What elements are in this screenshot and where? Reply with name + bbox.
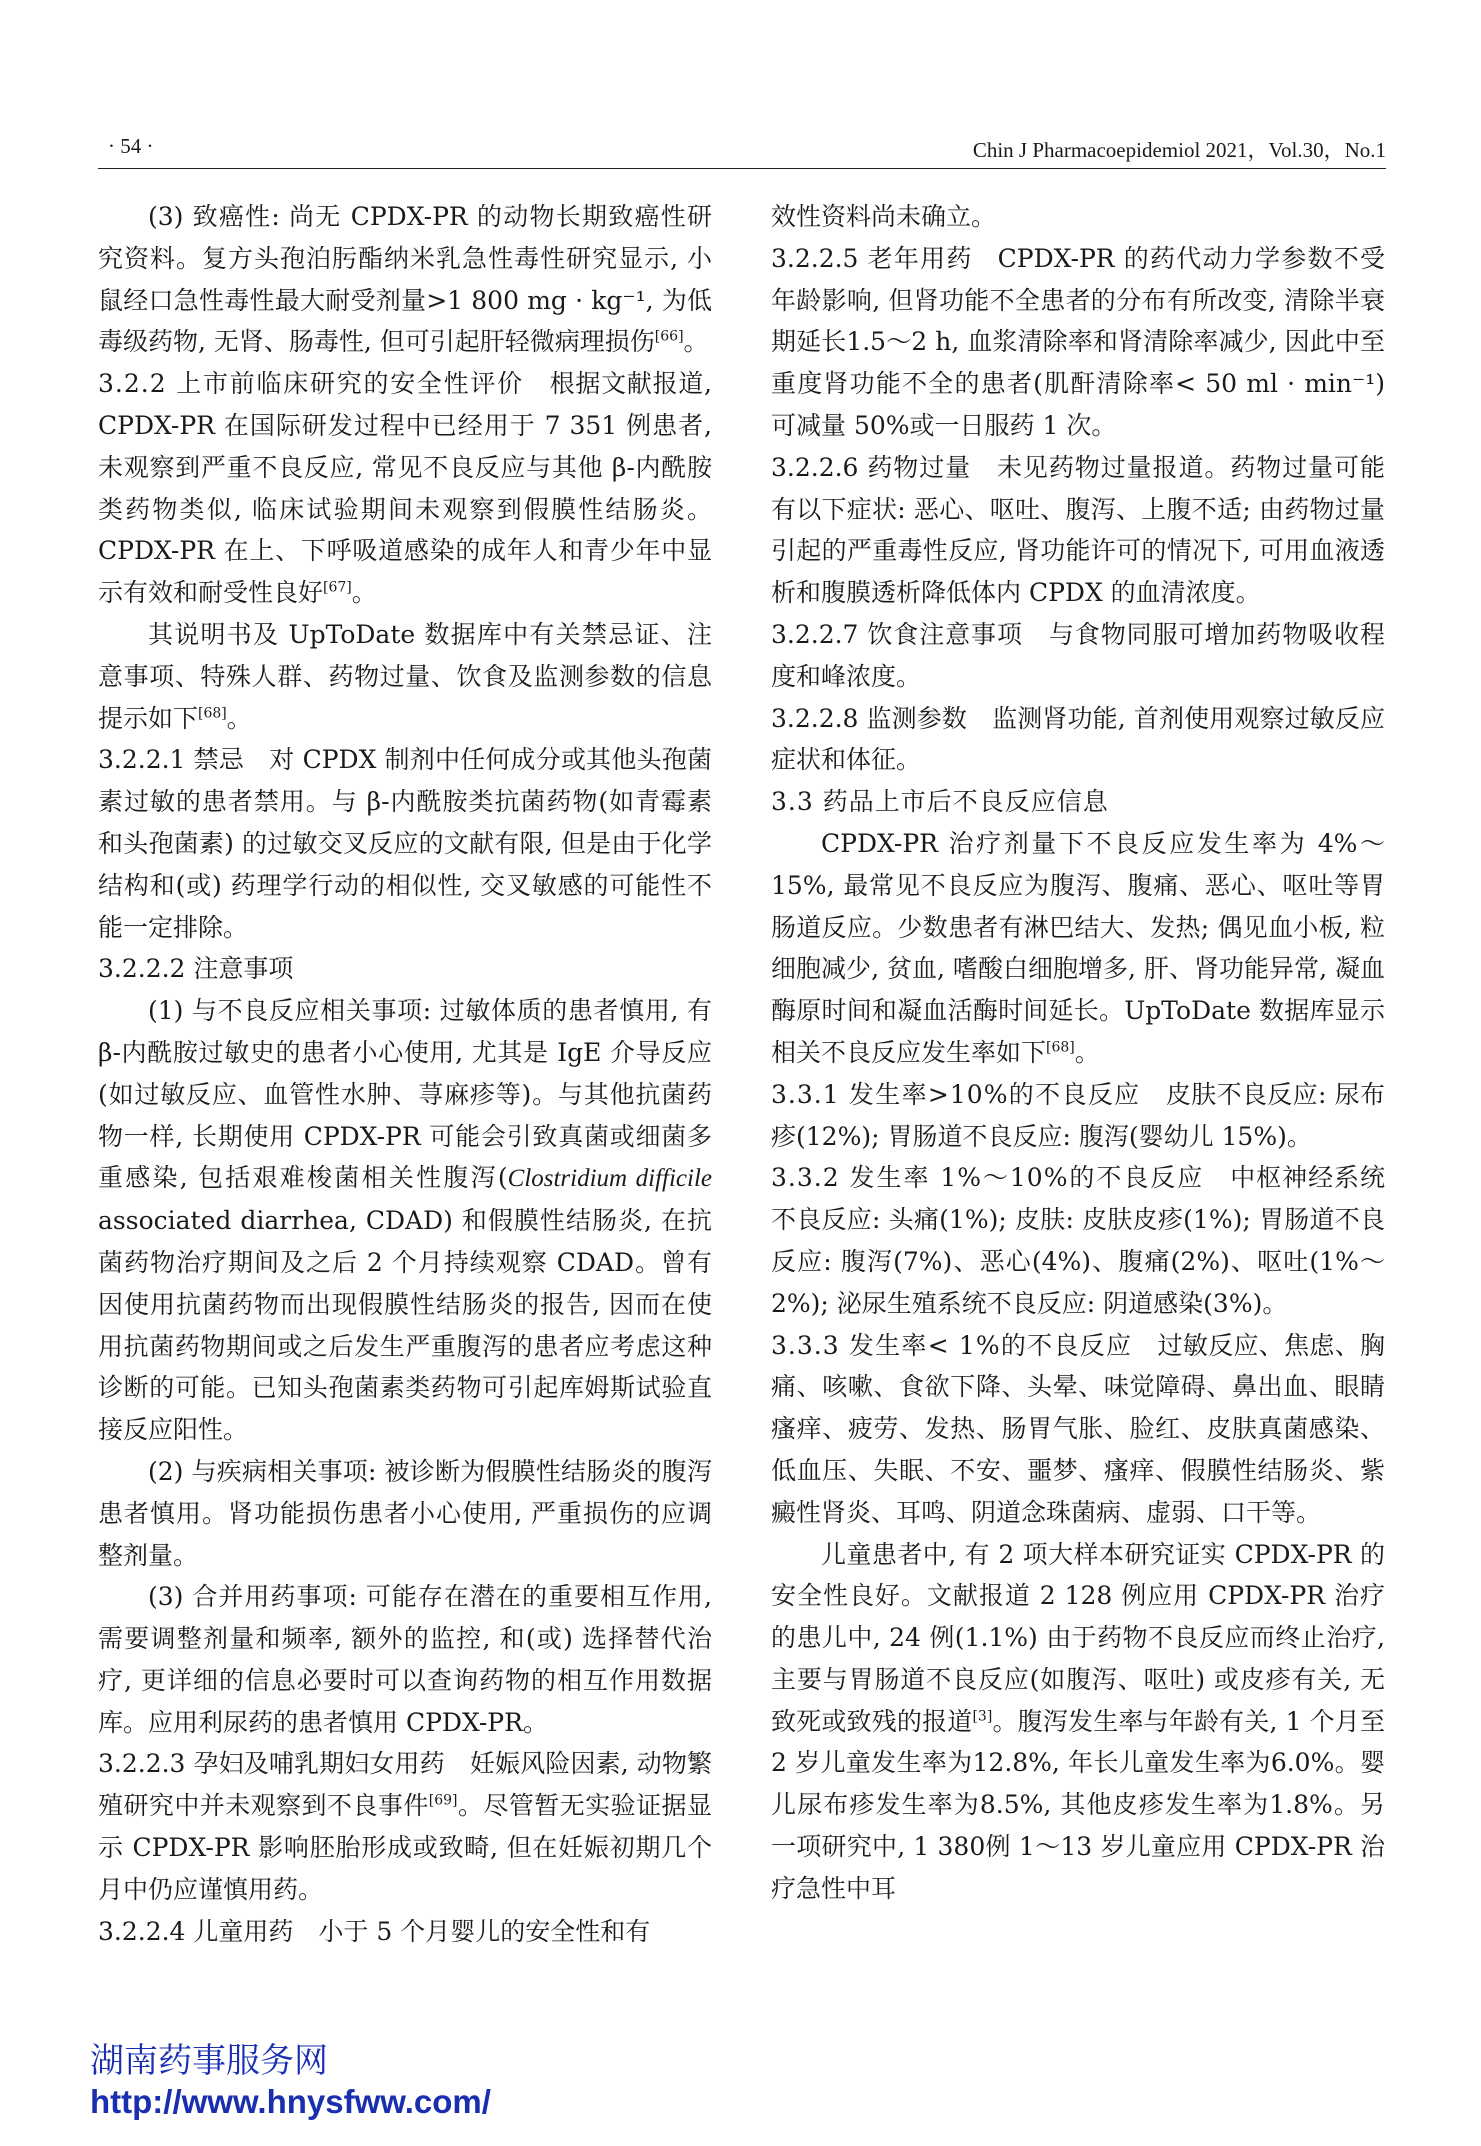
- citation-ref: [66]: [654, 329, 684, 346]
- section-heading: 3.3.3 发生率< 1%的不良反应: [771, 1330, 1133, 1360]
- citation-ref: [68]: [198, 705, 227, 722]
- citation-ref: [67]: [323, 579, 352, 596]
- citation-ref: [3]: [972, 1708, 993, 1725]
- section-3-3-1: 3.3.1 发生率>10%的不良反应 皮肤不良反应: 尿布疹(12%); 胃肠道不良反应: 腹泻(婴幼儿 15%)。: [771, 1079, 1386, 1151]
- paragraph-disease-precautions: (2) 与疾病相关事项: 被诊断为假膜性结肠炎的腹泻患者慎用。肾功能损伤患者小心使用, 严重损伤的应调整剂量。: [98, 1456, 712, 1570]
- right-column: [771, 196, 1385, 1910]
- section-3-3: [771, 781, 1385, 823]
- watermark: [90, 2040, 491, 2122]
- paragraph-continued: 效性资料尚未确立。: [771, 202, 997, 231]
- section-heading: 3.2.2.1 禁忌: [98, 745, 245, 775]
- paragraph-postmarketing: CPDX-PR 治疗剂量下不良反应发生率为 4%～15%, 最常见不良反应为腹泻、腹痛、恶心、呕吐等胃肠道反应。少数患者有淋巴结大、发热; 偶见血小板, 粒细胞减少, 贫血, 嗜酸白细胞增多, 肝、肾功能异常, 凝血酶原时间和凝血活酶时间延长。UpToDate 数据库显示相关不良反应发生率如下[68]。: [771, 828, 1385, 1067]
- paragraph-drug-interactions: (3) 合并用药事项: 可能存在潜在的重要相互作用, 需要调整剂量和频率, 额外的监控, 和(或) 选择替代治疗, 更详细的信息必要时可以查询药物的相互作用数据库。应用利尿药的患者慎用 CPDX-PR。: [98, 1582, 712, 1737]
- section-3-3-2: 3.3.2 发生率 1%～10%的不良反应 中枢神经系统不良反应: 头痛(1%); 皮肤: 皮肤皮疹(1%); 胃肠道不良反应: 腹泻(7%)、恶心(4%)、腹痛(2%)、呕吐(1%～2%); 泌尿生殖系统不良反应: 阴道感染(3%)。: [771, 1163, 1385, 1318]
- paragraph-pediatric-safety: 儿童患者中, 有 2 项大样本研究证实 CPDX-PR 的安全性良好。文献报道 2 128 例应用 CPDX-PR 治疗的患儿中, 24 例(1.1%) 由于药物不良反应而终止治疗, 主要与胃肠道不良反应(如腹泻、呕吐) 或皮疹有关, 无致死或致残的报道[3]。腹泻发生率与年龄有关, 1 个月至 2 岁儿童发生率为12.8%, 年长儿童发生率为6.0%。婴儿尿布疹发生率为8.5%, 其他皮疹发生率为1.8%。另一项研究中, 1 380例 1～13 岁儿童应用 CPDX-PR 治疗急性中耳: [771, 1539, 1385, 1903]
- section-diet: 3.2.2.7 饮食注意事项 与食物同服可增加药物吸收程度和峰浓度。: [771, 619, 1385, 691]
- section-monitoring: 3.2.2.8 监测参数 监测肾功能, 首剂使用观察过敏反应症状和体征。: [771, 703, 1385, 775]
- section-pregnancy: 3.2.2.3 孕妇及哺乳期妇女用药 妊娠风险因素, 动物繁殖研究中并未观察到不良事件[69]。尽管暂无实验证据显示 CPDX-PR 影响胚胎形成或致畸, 但在妊娠初期几个月中仍应谨慎用药。: [98, 1749, 712, 1904]
- paragraph-carcinogenicity: (3) 致癌性: 尚无 CPDX-PR 的动物长期致癌性研究资料。复方头孢泊肟酯纳米乳急性毒性研究显示, 小鼠经口急性毒性最大耐受剂量>1 800 mg · kg⁻¹, 为低毒级药物, 无肾、肠毒性, 但可引起肝轻微病理损伤[66]。: [98, 202, 712, 357]
- watermark-site-name: 湖南药事服务网: [90, 2042, 328, 2080]
- left-column: [98, 196, 712, 1952]
- section-heading: 3.2.2.6 药物过量: [771, 452, 972, 482]
- section-heading: 3.2.2.8 监测参数: [771, 703, 968, 733]
- running-header: [98, 134, 1386, 169]
- citation-ref: [69]: [428, 1792, 458, 1809]
- section-3-2-2: 3.2.2 上市前临床研究的安全性评价 根据文献报道, CPDX-PR 在国际研发过程中已经用于 7 351 例患者, 未观察到严重不良反应, 常见不良反应与其他 β-内酰胺类药物类似, 临床试验期间未观察到假膜性结肠炎。CPDX-PR 在上、下呼吸道感染的成年人和青少年中显示有效和耐受性良好[67]。: [98, 369, 712, 608]
- section-heading: 3.2.2.5 老年用药: [771, 243, 973, 273]
- section-heading: 3.3.1 发生率>10%的不良反应: [771, 1079, 1141, 1109]
- journal-citation: Chin J Pharmacoepidemiol 2021，Vol.30，No.1: [972, 138, 1386, 162]
- section-heading: 3.2.2.7 饮食注意事项: [771, 619, 1023, 649]
- species-name: Clostridium difficile: [507, 1165, 712, 1193]
- section-overdose: 3.2.2.6 药物过量 未见药物过量报道。药物过量可能有以下症状: 恶心、呕吐、腹泻、上腹不适; 由药物过量引起的严重毒性反应, 肾功能许可的情况下, 可用血液透析和腹膜透析降低体内 CPDX 的血清浓度。: [771, 452, 1385, 608]
- section-heading: 3.2.2 上市前临床研究的安全性评价: [98, 369, 524, 399]
- section-pediatric: 3.2.2.4 儿童用药 小于 5 个月婴儿的安全性和有: [98, 1916, 651, 1946]
- section-precautions: [98, 948, 712, 990]
- section-heading: 3.2.2.4 儿童用药: [98, 1916, 294, 1946]
- watermark-url-link[interactable]: http://www.hnysfww.com/: [90, 2083, 491, 2120]
- section-heading: 3.2.2.2 注意事项: [98, 954, 294, 984]
- page-number: · 54 ·: [108, 134, 154, 158]
- section-geriatric: 3.2.2.5 老年用药 CPDX-PR 的药代动力学参数不受年龄影响, 但肾功能不全患者的分布有所改变, 清除半衰期延长1.5～2 h, 血浆清除率和肾清除率减少, 因此中至重度肾功能不全的患者(肌酐清除率< 50 ml · min⁻¹) 可减量 50%或一日服药 1 次。: [771, 243, 1385, 440]
- citation-ref: [68]: [1046, 1039, 1075, 1056]
- paragraph-label-info: 其说明书及 UpToDate 数据库中有关禁忌证、注意事项、特殊人群、药物过量、饮食及监测参数的信息提示如下[68]。: [98, 619, 712, 733]
- paragraph-adverse-precautions: (1) 与不良反应相关事项: 过敏体质的患者慎用, 有 β-内酰胺过敏史的患者小心使用, 尤其是 IgE 介导反应(如过敏反应、血管性水肿、荨麻疹等)。与其他抗菌药物一样, 长期使用 CPDX-PR 可能会引致真菌或细菌多重感染, 包括艰难梭菌相关性腹泻(Clostridium difficile associated diarrhea, CDAD) 和假膜性结肠炎, 在抗菌药物治疗期间及之后 2 个月持续观察 CDAD。曾有因使用抗菌药物而出现假膜性结肠炎的报告, 因而在使用抗菌药物期间或之后发生严重腹泻的患者应考虑这种诊断的可能。已知头孢菌素类药物可引起库姆斯试验直接反应阳性。: [98, 996, 712, 1445]
- section-3-3-3: 3.3.3 发生率< 1%的不良反应 过敏反应、焦虑、胸痛、咳嗽、食欲下降、头晕、味觉障碍、鼻出血、眼睛瘙痒、疲劳、发热、肠胃气胀、脸红、皮肤真菌感染、低血压、失眠、不安、噩梦、瘙痒、假膜性结肠炎、紫癜性肾炎、耳鸣、阴道念珠菌病、虚弱、口干等。: [771, 1330, 1385, 1527]
- section-contraindications: 3.2.2.1 禁忌 对 CPDX 制剂中任何成分或其他头孢菌素过敏的患者禁用。与 β-内酰胺类抗菌药物(如青霉素和头孢菌素) 的过敏交叉反应的文献有限, 但是由于化学结构和(或) 药理学行动的相似性, 交叉敏感的可能性不能一定排除。: [98, 745, 712, 942]
- section-heading: 3.3 药品上市后不良反应信息: [771, 787, 1109, 817]
- section-heading: 3.2.2.3 孕妇及哺乳期妇女用药: [98, 1749, 445, 1779]
- section-heading: 3.3.2 发生率 1%～10%的不良反应: [771, 1163, 1205, 1193]
